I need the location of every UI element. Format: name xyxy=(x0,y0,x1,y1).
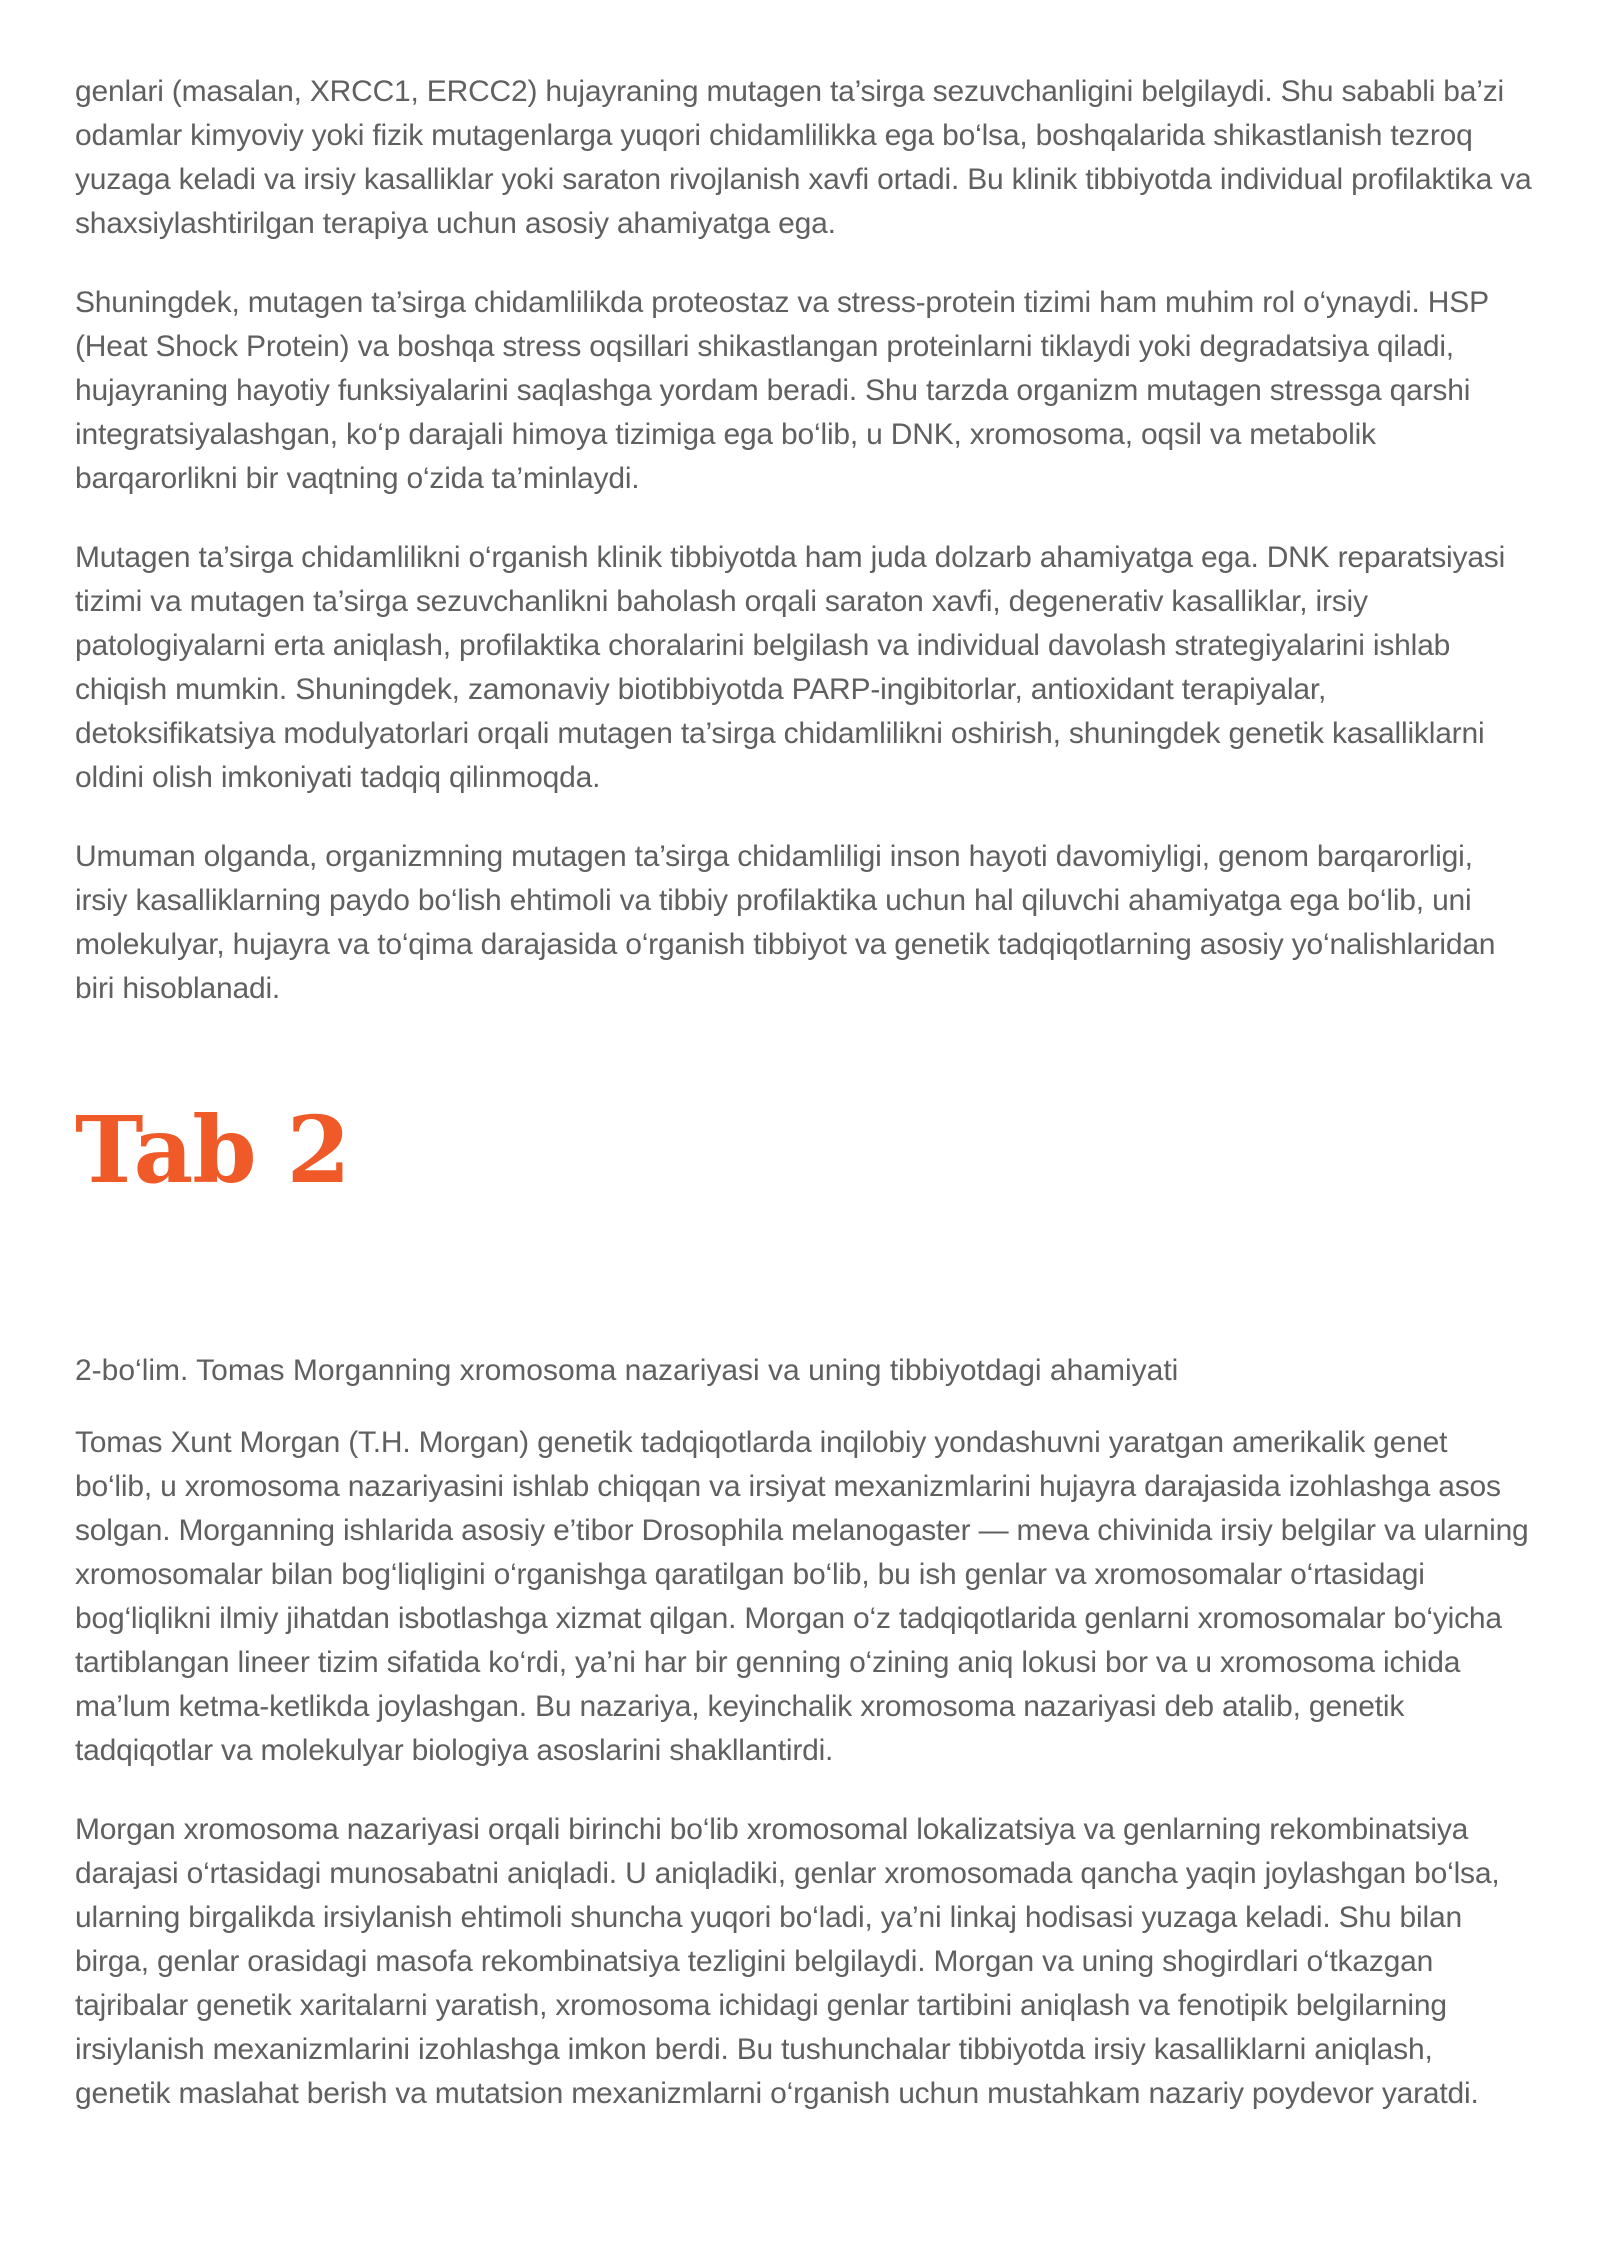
paragraph: Shuningdek, mutagen ta’sirga chidamlilikda proteostaz va stress-protein tizimi ham muhim rol o‘ynaydi. HSP (Heat Shock Protein) va boshqa stress oqsillari shikastlangan proteinlarni tiklaydi yoki degradatsiya qiladi, hujayraning hayotiy funksiyalarini saqlashga yordam beradi. Shu tarzda organizm mutagen stressga qarshi integratsiyalashgan, ko‘p darajali himoya tizimiga ega bo‘lib, u DNK, xromosoma, oqsil va metabolik barqarorlikni bir vaqtning o‘zida ta’minlaydi. xyxy=(75,286,1489,495)
paragraph: Morgan xromosoma nazariyasi orqali birinchi bo‘lib xromosomal lokalizatsiya va genlarning rekombinatsiya darajasi o‘rtasidagi munosabatni aniqladi. U aniqladiki, genlar xromosomada qancha yaqin joylashgan bo‘lsa, ularning birgalikda irsiylanish ehtimoli shuncha yuqori bo‘ladi, ya’ni linkaj hodisasi yuzaga keladi. Shu bilan birga, genlar orasidagi masofa rekombinatsiya tezligini belgilaydi. Morgan va uning shogirdlari o‘tkazgan tajribalar genetik xaritalarni yaratish, xromosoma ichidagi genlar tartibini aniqlash va fenotipik belgilarning irsiylanish mexanizmlarini izohlashga imkon berdi. Bu tushunchalar tibbiyotda irsiy kasalliklarni aniqlash, genetik maslahat berish va mutatsion mexanizmlarni o‘rganish uchun mustahkam nazariy poydevor yaratdi. xyxy=(75,1813,1500,2110)
paragraph: genlari (masalan, XRCC1, ERCC2) hujayraning mutagen ta’sirga sezuvchanligini belgilaydi. Shu sababli ba’zi odamlar kimyoviy yoki fizik mutagenlarga yuqori chidamlilikka ega bo‘lsa, boshqalarida shikastlanish tezroq yuzaga keladi va irsiy kasalliklar yoki saraton rivojlanish xavfi ortadi. Bu klinik tibbiyotda individual profilaktika va shaxsiylashtirilgan terapiya uchun asosiy ahamiyatga ega. xyxy=(75,75,1532,240)
paragraph: Tomas Xunt Morgan (T.H. Morgan) genetik tadqiqotlarda inqilobiy yondashuvni yaratgan amerikalik genet bo‘lib, u xromosoma nazariyasini ishlab chiqqan va irsiyat mexanizmlarini hujayra darajasida izohlashga asos solgan. Morganning ishlarida asosiy e’tibor Drosophila melanogaster — meva chivinida irsiy belgilar va ularning xromosomalar bilan bog‘liqligini o‘rganishga qaratilgan bo‘lib, bu ish genlar va xromosomalar o‘rtasidagi bog‘liqlikni ilmiy jihatdan isbotlashga xizmat qilgan. Morgan o‘z tadqiqotlarida genlarni xromosomalar bo‘yicha tartiblangan lineer tizim sifatida ko‘rdi, ya’ni har bir genning o‘zining aniq lokusi bor va u xromosoma ichida ma’lum ketma-ketlikda joylashgan. Bu nazariya, keyinchalik xromosoma nazariyasi deb atalib, genetik tadqiqotlar va molekulyar biologiya asoslarini shakllantirdi. xyxy=(75,1426,1529,1767)
paragraph: Mutagen ta’sirga chidamlilikni o‘rganish klinik tibbiyotda ham juda dolzarb ahamiyatga ega. DNK reparatsiyasi tizimi va mutagen ta’sirga sezuvchanlikni baholash orqali saraton xavfi, degenerativ kasalliklar, irsiy patologiyalarni erta aniqlash, profilaktika choralarini belgilash va individual davolash strategiyalarini ishlab chiqish mumkin. Shuningdek, zamonaviy biotibbiyotda PARP-ingibitorlar, antioxidant terapiyalar, detoksifikatsiya modulyatorlari orqali mutagen ta’sirga chidamlilikni oshirish, shuningdek genetik kasalliklarni oldini olish imkoniyati tadqiq qilinmoqda. xyxy=(75,541,1506,794)
tab-heading: Tab 2 xyxy=(75,1096,350,1204)
section-title: 2-bo‘lim. Tomas Morganning xromosoma nazariyasi va uning tibbiyotdagi ahamiyati xyxy=(75,1354,1179,1387)
paragraph: Umuman olganda, organizmning mutagen ta’sirga chidamliligi inson hayoti davomiyligi, genom barqarorligi, irsiy kasalliklarning paydo bo‘lish ehtimoli va tibbiy profilaktika uchun hal qiluvchi ahamiyatga ega bo‘lib, uni molekulyar, hujayra va to‘qima darajasida o‘rganish tibbiyot va genetik tadqiqotlarning asosiy yo‘nalishlaridan biri hisoblanadi. xyxy=(75,840,1496,1005)
